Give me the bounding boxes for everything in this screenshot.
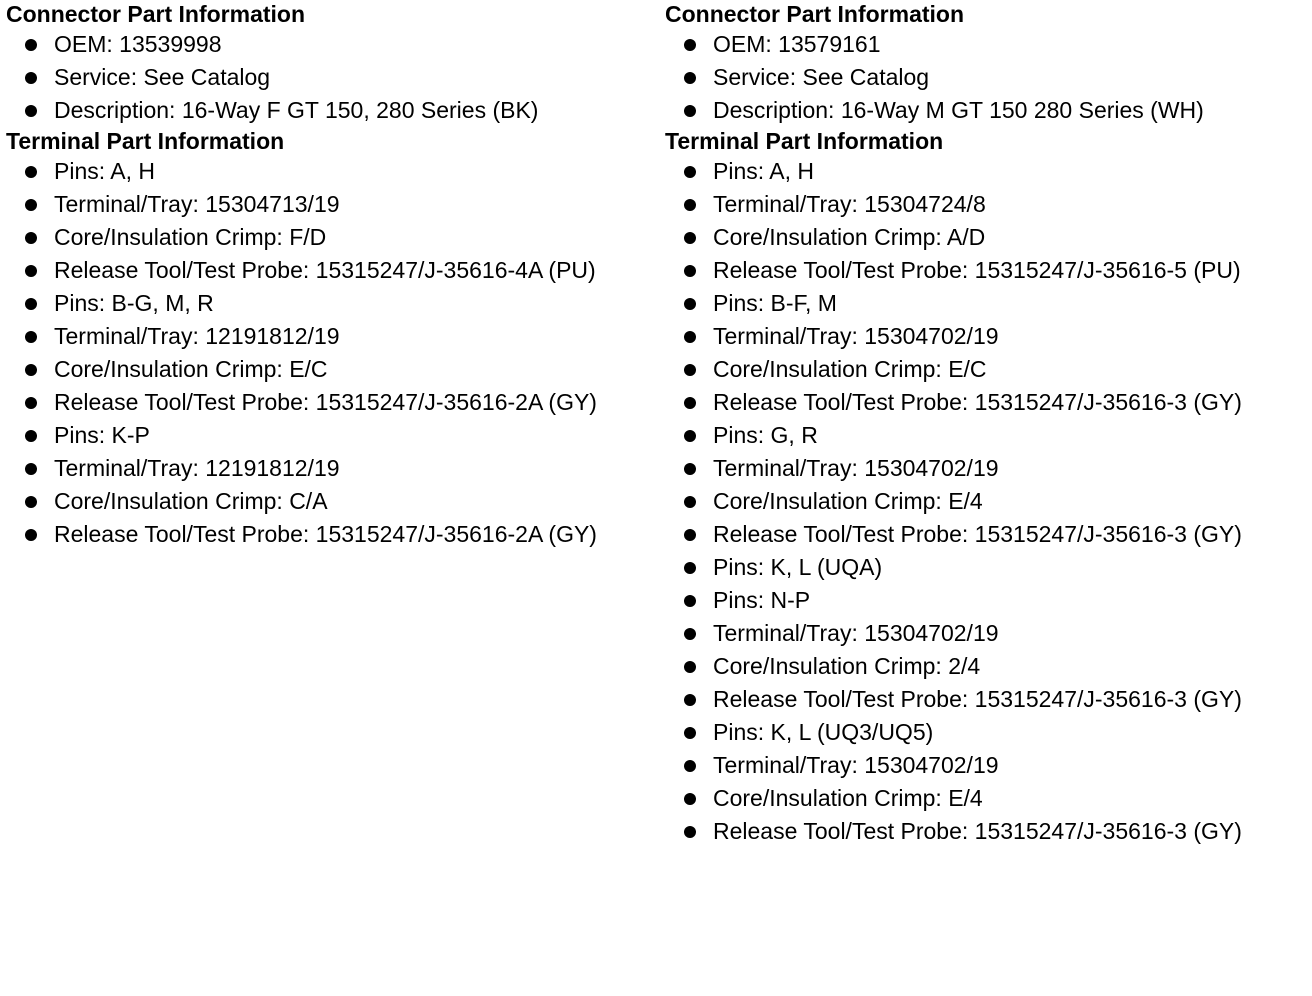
list-item	[665, 188, 1310, 221]
list-item	[6, 485, 656, 518]
list-item-text: Terminal/Tray: 15304713/19	[54, 191, 340, 217]
bullet-icon	[684, 199, 696, 211]
list-item	[6, 386, 656, 419]
bullet-icon	[684, 727, 696, 739]
list-item	[665, 485, 1310, 518]
list-item-text: Release Tool/Test Probe: 15315247/J-35616-3 (GY)	[713, 389, 1242, 415]
terminal-part-heading: Terminal Part Information	[665, 128, 944, 154]
terminal-group	[665, 287, 1310, 419]
list-item	[6, 28, 656, 61]
bullet-icon	[684, 793, 696, 805]
list-item	[665, 386, 1310, 419]
list-item	[665, 551, 1310, 584]
connector-part-heading: Connector Part Information	[665, 1, 965, 27]
bullet-icon	[684, 595, 696, 607]
bullet-icon	[25, 298, 37, 310]
list-item	[6, 518, 656, 551]
bullet-icon	[684, 496, 696, 508]
right-connector-column	[665, 0, 1310, 848]
list-item	[6, 254, 656, 287]
bullet-icon	[684, 72, 696, 84]
list-item	[6, 419, 656, 452]
list-item-text: Pins: A, H	[54, 158, 155, 184]
list-item-text: Release Tool/Test Probe: 15315247/J-35616-3 (GY)	[713, 521, 1242, 547]
list-item-text: OEM: 13579161	[713, 31, 881, 57]
list-item-text: Release Tool/Test Probe: 15315247/J-35616-2A (GY)	[54, 521, 597, 547]
list-item-text: Pins: G, R	[713, 422, 818, 448]
list-item-text: Core/Insulation Crimp: 2/4	[713, 653, 981, 679]
list-item-text: Pins: K, L (UQA)	[713, 554, 883, 580]
bullet-icon	[684, 105, 696, 117]
list-item	[6, 287, 656, 320]
list-item-text: Release Tool/Test Probe: 15315247/J-35616-2A (GY)	[54, 389, 597, 415]
bullet-icon	[25, 265, 37, 277]
list-item-text: Core/Insulation Crimp: E/C	[54, 356, 328, 382]
bullet-icon	[25, 397, 37, 409]
list-item-text: Pins: N-P	[713, 587, 811, 613]
list-item	[665, 419, 1310, 452]
bullet-icon	[25, 199, 37, 211]
list-item	[665, 254, 1310, 287]
bullet-icon	[25, 166, 37, 178]
bullet-icon	[684, 430, 696, 442]
list-item-text: Pins: K-P	[54, 422, 150, 448]
left-connector-column	[6, 0, 656, 551]
list-item-text: Pins: A, H	[713, 158, 814, 184]
list-item	[6, 188, 656, 221]
list-item-text: Core/Insulation Crimp: C/A	[54, 488, 328, 514]
terminal-group	[665, 155, 1310, 287]
list-item-text: Core/Insulation Crimp: E/4	[713, 785, 983, 811]
list-item	[665, 584, 1310, 617]
list-item-text: Terminal/Tray: 12191812/19	[54, 323, 340, 349]
bullet-icon	[25, 364, 37, 376]
list-item-text: Release Tool/Test Probe: 15315247/J-35616-5 (PU)	[713, 257, 1241, 283]
list-item	[6, 155, 656, 188]
list-item	[665, 155, 1310, 188]
list-item	[6, 320, 656, 353]
terminal-part-heading: Terminal Part Information	[6, 128, 285, 154]
list-item	[665, 683, 1310, 716]
list-item-text: Description: 16-Way F GT 150, 280 Series (BK)	[54, 97, 539, 123]
bullet-icon	[684, 39, 696, 51]
bullet-icon	[684, 694, 696, 706]
list-item	[665, 28, 1310, 61]
bullet-icon	[25, 72, 37, 84]
list-item	[665, 518, 1310, 551]
terminal-group	[665, 551, 1310, 716]
bullet-icon	[684, 364, 696, 376]
list-item	[6, 94, 656, 127]
list-item-text: Service: See Catalog	[713, 64, 930, 90]
list-item-text: Terminal/Tray: 15304724/8	[713, 191, 986, 217]
list-item-text: Release Tool/Test Probe: 15315247/J-35616-4A (PU)	[54, 257, 596, 283]
bullet-icon	[684, 529, 696, 541]
bullet-icon	[684, 298, 696, 310]
bullet-icon	[684, 661, 696, 673]
connector-part-heading: Connector Part Information	[6, 1, 306, 27]
bullet-icon	[684, 331, 696, 343]
list-item	[665, 61, 1310, 94]
list-item-text: OEM: 13539998	[54, 31, 222, 57]
bullet-icon	[684, 628, 696, 640]
list-item	[665, 94, 1310, 127]
list-item	[665, 782, 1310, 815]
bullet-icon	[25, 39, 37, 51]
list-item	[6, 61, 656, 94]
bullet-icon	[684, 562, 696, 574]
list-item	[6, 452, 656, 485]
bullet-icon	[684, 463, 696, 475]
list-item-text: Release Tool/Test Probe: 15315247/J-35616-3 (GY)	[713, 818, 1242, 844]
bullet-icon	[25, 529, 37, 541]
list-item	[665, 815, 1310, 848]
list-item-text: Core/Insulation Crimp: E/4	[713, 488, 983, 514]
list-item	[665, 221, 1310, 254]
list-item-text: Terminal/Tray: 15304702/19	[713, 752, 999, 778]
terminal-group	[665, 716, 1310, 848]
list-item-text: Terminal/Tray: 15304702/19	[713, 455, 999, 481]
list-item	[665, 353, 1310, 386]
list-item	[6, 221, 656, 254]
bullet-icon	[684, 826, 696, 838]
list-item	[665, 749, 1310, 782]
list-item-text: Terminal/Tray: 12191812/19	[54, 455, 340, 481]
bullet-icon	[684, 760, 696, 772]
list-item	[665, 287, 1310, 320]
list-item	[665, 320, 1310, 353]
list-item	[665, 617, 1310, 650]
bullet-icon	[25, 105, 37, 117]
terminal-group	[665, 419, 1310, 551]
list-item-text: Pins: B-F, M	[713, 290, 837, 316]
list-item-text: Description: 16-Way M GT 150 280 Series (WH)	[713, 97, 1204, 123]
bullet-icon	[25, 430, 37, 442]
bullet-icon	[684, 166, 696, 178]
terminal-group	[6, 419, 656, 551]
list-item-text: Terminal/Tray: 15304702/19	[713, 620, 999, 646]
list-item-text: Pins: K, L (UQ3/UQ5)	[713, 719, 934, 745]
terminal-group	[6, 287, 656, 419]
list-item-text: Core/Insulation Crimp: F/D	[54, 224, 327, 250]
list-item	[6, 353, 656, 386]
bullet-icon	[25, 496, 37, 508]
list-item-text: Core/Insulation Crimp: E/C	[713, 356, 987, 382]
connector-info-list	[6, 28, 656, 127]
bullet-icon	[25, 232, 37, 244]
list-item-text: Service: See Catalog	[54, 64, 271, 90]
list-item-text: Release Tool/Test Probe: 15315247/J-35616-3 (GY)	[713, 686, 1242, 712]
bullet-icon	[684, 265, 696, 277]
terminal-group	[6, 155, 656, 287]
list-item	[665, 650, 1310, 683]
list-item	[665, 452, 1310, 485]
list-item-text: Core/Insulation Crimp: A/D	[713, 224, 986, 250]
bullet-icon	[25, 463, 37, 475]
list-item-text: Terminal/Tray: 15304702/19	[713, 323, 999, 349]
list-item	[665, 716, 1310, 749]
bullet-icon	[684, 232, 696, 244]
bullet-icon	[25, 331, 37, 343]
list-item-text: Pins: B-G, M, R	[54, 290, 214, 316]
bullet-icon	[684, 397, 696, 409]
connector-info-list	[665, 28, 1310, 127]
